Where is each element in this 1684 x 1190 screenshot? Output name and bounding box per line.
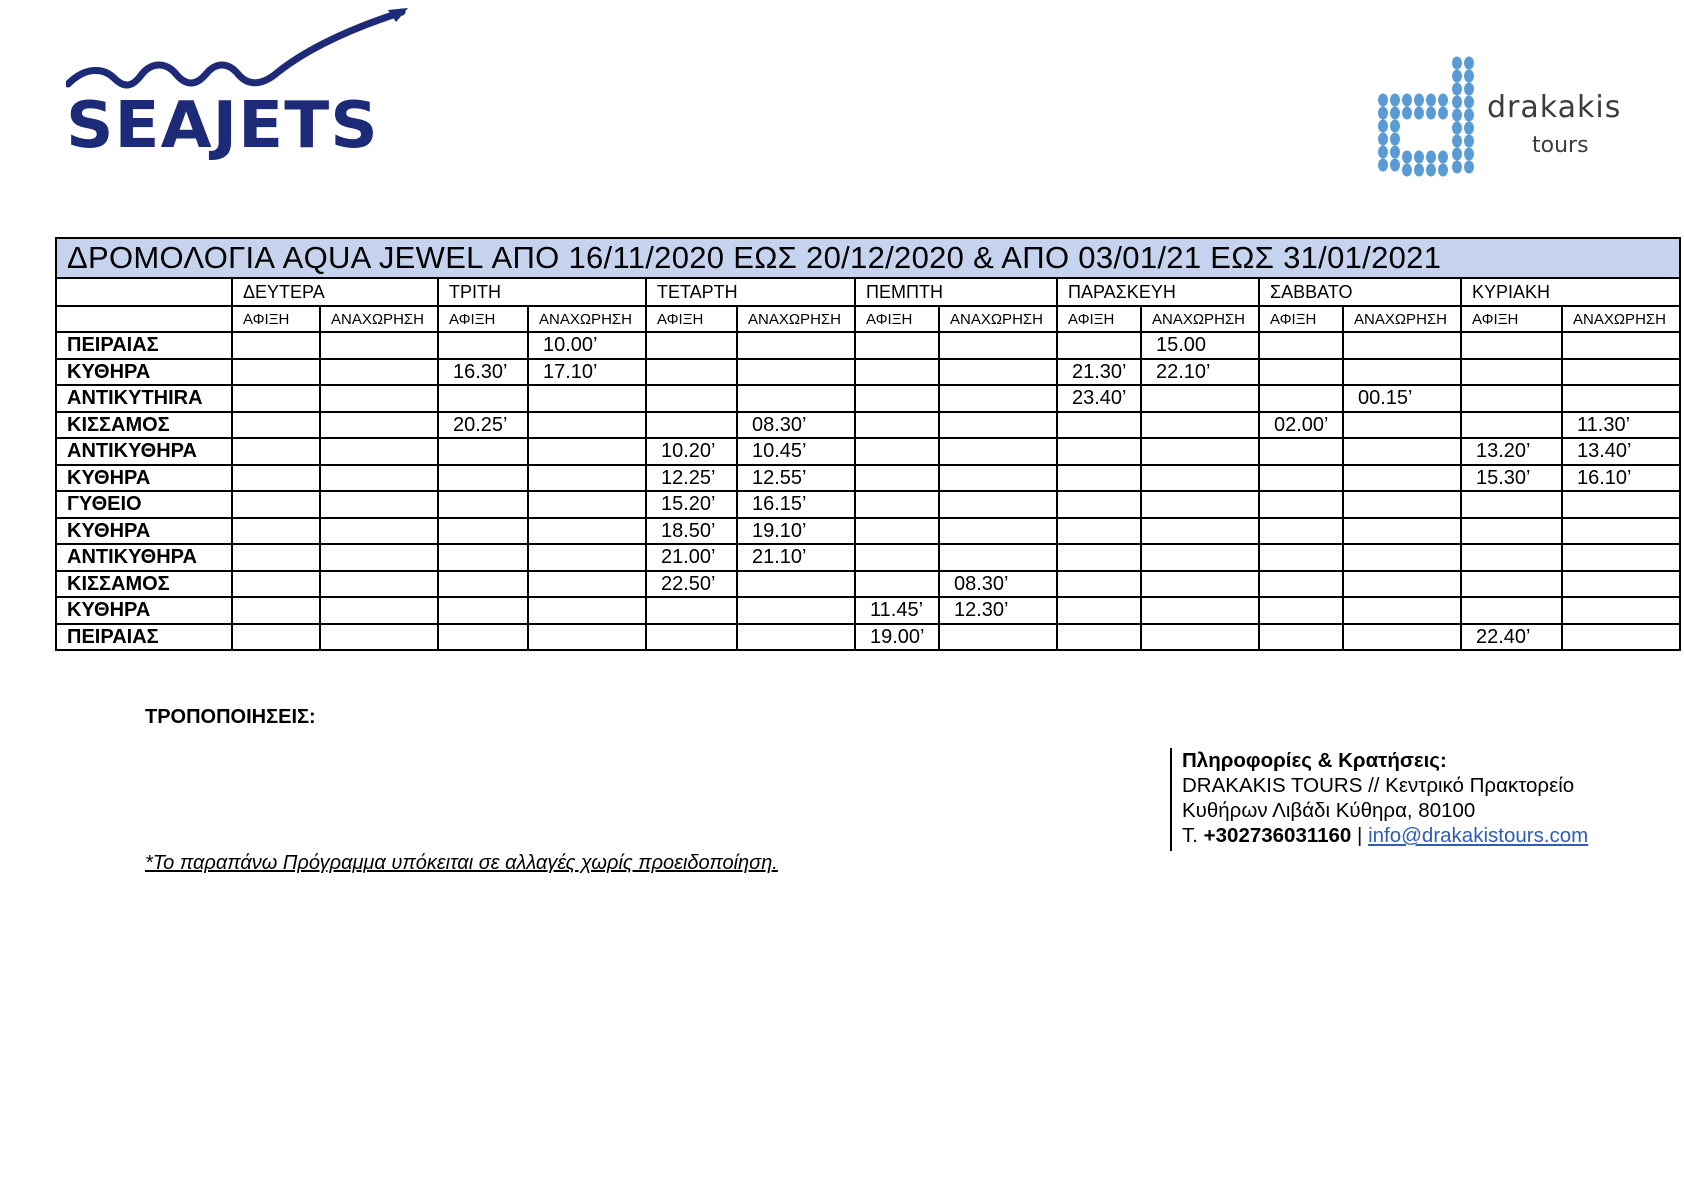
arrival-time (232, 597, 320, 624)
arrival-time: 12.25’ (646, 465, 737, 492)
departure-time (1562, 385, 1680, 412)
departure-time (939, 385, 1057, 412)
departure-time (528, 412, 646, 439)
logo-dot (1378, 159, 1388, 172)
departure-time: 13.40’ (1562, 438, 1680, 465)
departure-time (528, 518, 646, 545)
corner-cell (56, 306, 232, 332)
logo-dot (1452, 135, 1462, 148)
arrival-time (1057, 597, 1141, 624)
day-header: ΔΕΥΤΕΡΑ (232, 278, 438, 306)
logo-dot (1378, 133, 1388, 146)
departure-time: 19.10’ (737, 518, 855, 545)
arrival-time (1461, 571, 1562, 598)
logo-dot (1414, 94, 1424, 107)
departure-time (1343, 571, 1461, 598)
phone-prefix: Τ. (1182, 824, 1198, 847)
logo-dot (1464, 70, 1474, 83)
drakakis-dots-icon (1375, 55, 1480, 180)
departure-header: ΑΝΑΧΩΡΗΣΗ (737, 306, 855, 332)
logo-dot (1426, 151, 1436, 164)
logo-dot (1390, 133, 1400, 146)
arrival-time: 22.40’ (1461, 624, 1562, 651)
arrival-time (232, 571, 320, 598)
arrival-time (438, 332, 528, 359)
departure-time: 12.55’ (737, 465, 855, 492)
arrival-time (1461, 597, 1562, 624)
departure-time (939, 332, 1057, 359)
arrival-time (438, 385, 528, 412)
logo-dot (1378, 107, 1388, 120)
table-row (56, 544, 1680, 571)
day-header: ΠΕΜΠΤΗ (855, 278, 1057, 306)
departure-time (1562, 544, 1680, 571)
arrival-time (855, 571, 939, 598)
arrival-time (855, 385, 939, 412)
departure-time (939, 359, 1057, 386)
departure-header: ΑΝΑΧΩΡΗΣΗ (1562, 306, 1680, 332)
departure-time (1343, 491, 1461, 518)
departure-time (1343, 412, 1461, 439)
departure-time (939, 412, 1057, 439)
contact-address: Κυθήρων Λιβάδι Κύθηρα, 80100 (1182, 799, 1476, 822)
day-header: ΤΕΤΑΡΤΗ (646, 278, 855, 306)
arrival-time (1461, 544, 1562, 571)
departure-time (737, 332, 855, 359)
schedule-body (56, 332, 1680, 650)
departure-time (939, 544, 1057, 571)
arrival-time (1057, 332, 1141, 359)
departure-header: ΑΝΑΧΩΡΗΣΗ (320, 306, 438, 332)
port-name: ΚΥΘΗΡΑ (56, 359, 232, 386)
contact-agency: DRAKAKIS TOURS // Κεντρικό Πρακτορείο (1182, 774, 1575, 797)
arrival-time (438, 465, 528, 492)
logo-dot (1452, 83, 1462, 96)
departure-header: ΑΝΑΧΩΡΗΣΗ (1343, 306, 1461, 332)
departure-time (320, 544, 438, 571)
departure-time (939, 624, 1057, 651)
arrival-time (1461, 491, 1562, 518)
arrival-time (232, 518, 320, 545)
departure-time (320, 597, 438, 624)
port-name: ΠΕΙΡΑΙΑΣ (56, 624, 232, 651)
port-name: ΑΝΤΙΚΥΘΗΡΑ (56, 438, 232, 465)
logo-dot (1390, 146, 1400, 159)
departure-time (1141, 518, 1259, 545)
arrival-time (232, 624, 320, 651)
logo-dot (1452, 109, 1462, 122)
day-header: ΠΑΡΑΣΚΕΥΗ (1057, 278, 1259, 306)
departure-time (320, 438, 438, 465)
arrival-time (1259, 385, 1343, 412)
departure-time: 16.10’ (1562, 465, 1680, 492)
logo-dot (1426, 164, 1436, 177)
table-row (56, 385, 1680, 412)
arrival-time (1259, 518, 1343, 545)
arrival-time (646, 624, 737, 651)
drakakis-wordmark: drakakis (1487, 90, 1622, 125)
disclaimer-note: *Το παραπάνω Πρόγραμμα υπόκειται σε αλλαγές χωρίς προειδοποίηση. (145, 852, 778, 874)
arrival-time (438, 518, 528, 545)
logo-dot (1390, 107, 1400, 120)
arrival-time (855, 544, 939, 571)
logo-dot (1426, 94, 1436, 107)
table-row (56, 359, 1680, 386)
departure-time (1141, 571, 1259, 598)
arrival-time (646, 332, 737, 359)
arrival-time (1259, 332, 1343, 359)
arrival-time: 18.50’ (646, 518, 737, 545)
logo-dot (1464, 57, 1474, 70)
logo-dot (1452, 148, 1462, 161)
arrival-time (1461, 332, 1562, 359)
arrival-time (1461, 385, 1562, 412)
arrival-time (1057, 438, 1141, 465)
arrival-time: 13.20’ (1461, 438, 1562, 465)
arrival-time (1259, 571, 1343, 598)
phone-number[interactable]: +302736031160 (1203, 824, 1352, 847)
logo-dot (1414, 164, 1424, 177)
logo-dot (1390, 94, 1400, 107)
table-row (56, 465, 1680, 492)
arrival-header: ΑΦΙΞΗ (438, 306, 528, 332)
departure-time (1343, 465, 1461, 492)
table-row (56, 597, 1680, 624)
departure-time (528, 624, 646, 651)
arrival-time (1057, 518, 1141, 545)
departure-time (1562, 597, 1680, 624)
departure-time (939, 491, 1057, 518)
port-name: ΠΕΙΡΑΙΑΣ (56, 332, 232, 359)
table-row (56, 518, 1680, 545)
arrival-time (1057, 624, 1141, 651)
port-name: ΚΥΘΗΡΑ (56, 465, 232, 492)
drakakis-subtitle: tours (1532, 133, 1589, 158)
departure-time (737, 385, 855, 412)
logo-dot (1464, 83, 1474, 96)
departure-time (1141, 544, 1259, 571)
departure-time: 22.10’ (1141, 359, 1259, 386)
arrival-time (1259, 359, 1343, 386)
arrival-time (1057, 491, 1141, 518)
arrival-time (438, 544, 528, 571)
logo-dot (1402, 164, 1412, 177)
table-row (56, 438, 1680, 465)
logo-dot (1452, 96, 1462, 109)
departure-time: 17.10’ (528, 359, 646, 386)
departure-time (320, 412, 438, 439)
arrival-time: 02.00’ (1259, 412, 1343, 439)
logo-dot (1426, 107, 1436, 120)
departure-time (320, 518, 438, 545)
arrival-header: ΑΦΙΞΗ (646, 306, 737, 332)
logo-dot (1378, 120, 1388, 133)
logo-dot (1464, 122, 1474, 135)
departure-time (1562, 491, 1680, 518)
arrival-time (1057, 571, 1141, 598)
arrival-time (232, 332, 320, 359)
departure-time (1343, 597, 1461, 624)
seajets-logo (66, 6, 416, 163)
departure-time (528, 385, 646, 412)
departure-time (528, 438, 646, 465)
logo-dot (1452, 122, 1462, 135)
modifications-label: ΤΡΟΠΟΠΟΙΗΣΕΙΣ: (145, 706, 316, 728)
arrival-time (855, 359, 939, 386)
departure-time (1141, 624, 1259, 651)
seajets-wordmark: SEAJETS (66, 89, 379, 163)
departure-time: 00.15’ (1343, 385, 1461, 412)
arrival-time (1259, 624, 1343, 651)
departure-time (737, 359, 855, 386)
day-header: ΚΥΡΙΑΚΗ (1461, 278, 1680, 306)
departure-time (1562, 571, 1680, 598)
arrival-time (1461, 518, 1562, 545)
port-name: ΚΥΘΗΡΑ (56, 518, 232, 545)
table-row (56, 412, 1680, 439)
arrival-time (1057, 412, 1141, 439)
schedule-table (55, 237, 1681, 651)
arrival-time (438, 624, 528, 651)
port-name: ΑΝΤΙΚΥΘΗΡΑ (56, 544, 232, 571)
departure-time (737, 597, 855, 624)
arrival-time (232, 544, 320, 571)
arrival-time (1057, 544, 1141, 571)
departure-time (1141, 385, 1259, 412)
logo-dot (1390, 120, 1400, 133)
departure-time (1343, 359, 1461, 386)
arrival-header: ΑΦΙΞΗ (232, 306, 320, 332)
logo-dot (1378, 146, 1388, 159)
arrival-time: 20.25’ (438, 412, 528, 439)
subheader-row (56, 306, 1680, 332)
drakakis-logo (1375, 55, 1645, 185)
departure-time (528, 544, 646, 571)
logo-dot (1390, 159, 1400, 172)
departure-time (1562, 624, 1680, 651)
logo-dot (1464, 96, 1474, 109)
arrival-header: ΑΦΙΞΗ (855, 306, 939, 332)
arrival-time (1259, 438, 1343, 465)
departure-time (1343, 544, 1461, 571)
table-row (56, 491, 1680, 518)
contact-separator: | (1357, 824, 1363, 847)
departure-time: 10.45’ (737, 438, 855, 465)
departure-header: ΑΝΑΧΩΡΗΣΗ (1141, 306, 1259, 332)
logo-dot (1438, 164, 1448, 177)
logo-dot (1464, 161, 1474, 174)
logo-dot (1402, 151, 1412, 164)
arrival-time (855, 412, 939, 439)
arrival-time (646, 597, 737, 624)
departure-time (1343, 518, 1461, 545)
arrival-time: 10.20’ (646, 438, 737, 465)
arrival-time: 22.50’ (646, 571, 737, 598)
port-name: ΚΙΣΣΑΜΟΣ (56, 571, 232, 598)
logo-dot (1464, 109, 1474, 122)
arrival-time (646, 359, 737, 386)
contact-heading: Πληροφορίες & Κρατήσεις: (1182, 749, 1447, 772)
departure-time (1141, 491, 1259, 518)
arrival-time (438, 597, 528, 624)
logo-dot (1438, 94, 1448, 107)
port-name: ANTIKYTHIRA (56, 385, 232, 412)
arrival-header: ΑΦΙΞΗ (1259, 306, 1343, 332)
arrival-time (232, 359, 320, 386)
departure-time: 08.30’ (939, 571, 1057, 598)
table-row (56, 332, 1680, 359)
arrival-time (438, 571, 528, 598)
logo-dot (1378, 94, 1388, 107)
departure-time (320, 571, 438, 598)
departure-time (528, 597, 646, 624)
arrival-time (438, 438, 528, 465)
departure-time (528, 491, 646, 518)
logo-dot (1402, 107, 1412, 120)
departure-header: ΑΝΑΧΩΡΗΣΗ (939, 306, 1057, 332)
departure-time (320, 359, 438, 386)
arrival-time: 21.00’ (646, 544, 737, 571)
day-header-row (56, 278, 1680, 306)
arrival-header: ΑΦΙΞΗ (1057, 306, 1141, 332)
departure-time (939, 438, 1057, 465)
arrival-time (1461, 359, 1562, 386)
table-row (56, 624, 1680, 651)
arrival-time: 15.30’ (1461, 465, 1562, 492)
logo-dot (1402, 94, 1412, 107)
arrival-time (855, 332, 939, 359)
logo-dot (1464, 135, 1474, 148)
departure-time (320, 624, 438, 651)
arrival-time: 21.30’ (1057, 359, 1141, 386)
arrival-time (232, 412, 320, 439)
logo-dot (1438, 151, 1448, 164)
port-name: ΓΥΘΕΙΟ (56, 491, 232, 518)
arrival-header: ΑΦΙΞΗ (1461, 306, 1562, 332)
arrival-time: 23.40’ (1057, 385, 1141, 412)
departure-time (320, 385, 438, 412)
departure-time (1343, 332, 1461, 359)
departure-time (939, 465, 1057, 492)
port-name: ΚΥΘΗΡΑ (56, 597, 232, 624)
contact-phone-line (1182, 823, 1652, 848)
arrival-time: 19.00’ (855, 624, 939, 651)
departure-time: 08.30’ (737, 412, 855, 439)
table-row (56, 571, 1680, 598)
arrival-time (1461, 412, 1562, 439)
contact-block (1170, 748, 1652, 851)
departure-time (320, 491, 438, 518)
departure-time (737, 571, 855, 598)
corner-cell (56, 278, 232, 306)
arrival-time (232, 491, 320, 518)
departure-time (1141, 438, 1259, 465)
arrival-time: 15.20’ (646, 491, 737, 518)
departure-header: ΑΝΑΧΩΡΗΣΗ (528, 306, 646, 332)
port-name: ΚΙΣΣΑΜΟΣ (56, 412, 232, 439)
arrival-time (646, 412, 737, 439)
departure-time: 12.30’ (939, 597, 1057, 624)
arrival-time (855, 491, 939, 518)
logo-dot (1452, 161, 1462, 174)
logo-dot (1452, 70, 1462, 83)
arrival-time (1259, 465, 1343, 492)
arrival-time (646, 385, 737, 412)
schedule-title: ΔΡΟΜΟΛΟΓΙΑ AQUA JEWEL ΑΠΟ 16/11/2020 ΕΩΣ 20/12/2020 & ΑΠΟ 03/01/21 ΕΩΣ 31/01/2021 (56, 238, 1680, 278)
departure-time (320, 332, 438, 359)
departure-time (320, 465, 438, 492)
arrival-time (1259, 597, 1343, 624)
departure-time: 11.30’ (1562, 412, 1680, 439)
arrival-time (232, 465, 320, 492)
arrival-time: 11.45’ (855, 597, 939, 624)
schedule-title-row (56, 238, 1680, 278)
departure-time (1562, 332, 1680, 359)
departure-time (1141, 597, 1259, 624)
logo-dot (1414, 151, 1424, 164)
departure-time: 21.10’ (737, 544, 855, 571)
departure-time (1562, 359, 1680, 386)
arrival-time (438, 491, 528, 518)
arrival-time (855, 518, 939, 545)
arrival-time (855, 465, 939, 492)
departure-time (737, 624, 855, 651)
arrival-time (1259, 491, 1343, 518)
departure-time: 15.00 (1141, 332, 1259, 359)
day-header: ΤΡΙΤΗ (438, 278, 646, 306)
departure-time (1343, 438, 1461, 465)
logo-dot (1452, 57, 1462, 70)
departure-time (528, 465, 646, 492)
arrival-time (232, 385, 320, 412)
departure-time (1343, 624, 1461, 651)
arrival-time: 16.30’ (438, 359, 528, 386)
arrival-time (1259, 544, 1343, 571)
arrival-time (1057, 465, 1141, 492)
departure-time (1562, 518, 1680, 545)
departure-time (528, 571, 646, 598)
email-link[interactable]: info@drakakistours.com (1368, 824, 1589, 847)
departure-time (1141, 465, 1259, 492)
arrival-time (855, 438, 939, 465)
logo-dot (1438, 107, 1448, 120)
arrival-time (232, 438, 320, 465)
departure-time: 10.00’ (528, 332, 646, 359)
logo-dot (1464, 148, 1474, 161)
logo-dot (1414, 107, 1424, 120)
day-header: ΣΑΒΒΑΤΟ (1259, 278, 1461, 306)
departure-time (939, 518, 1057, 545)
departure-time (1141, 412, 1259, 439)
departure-time: 16.15’ (737, 491, 855, 518)
